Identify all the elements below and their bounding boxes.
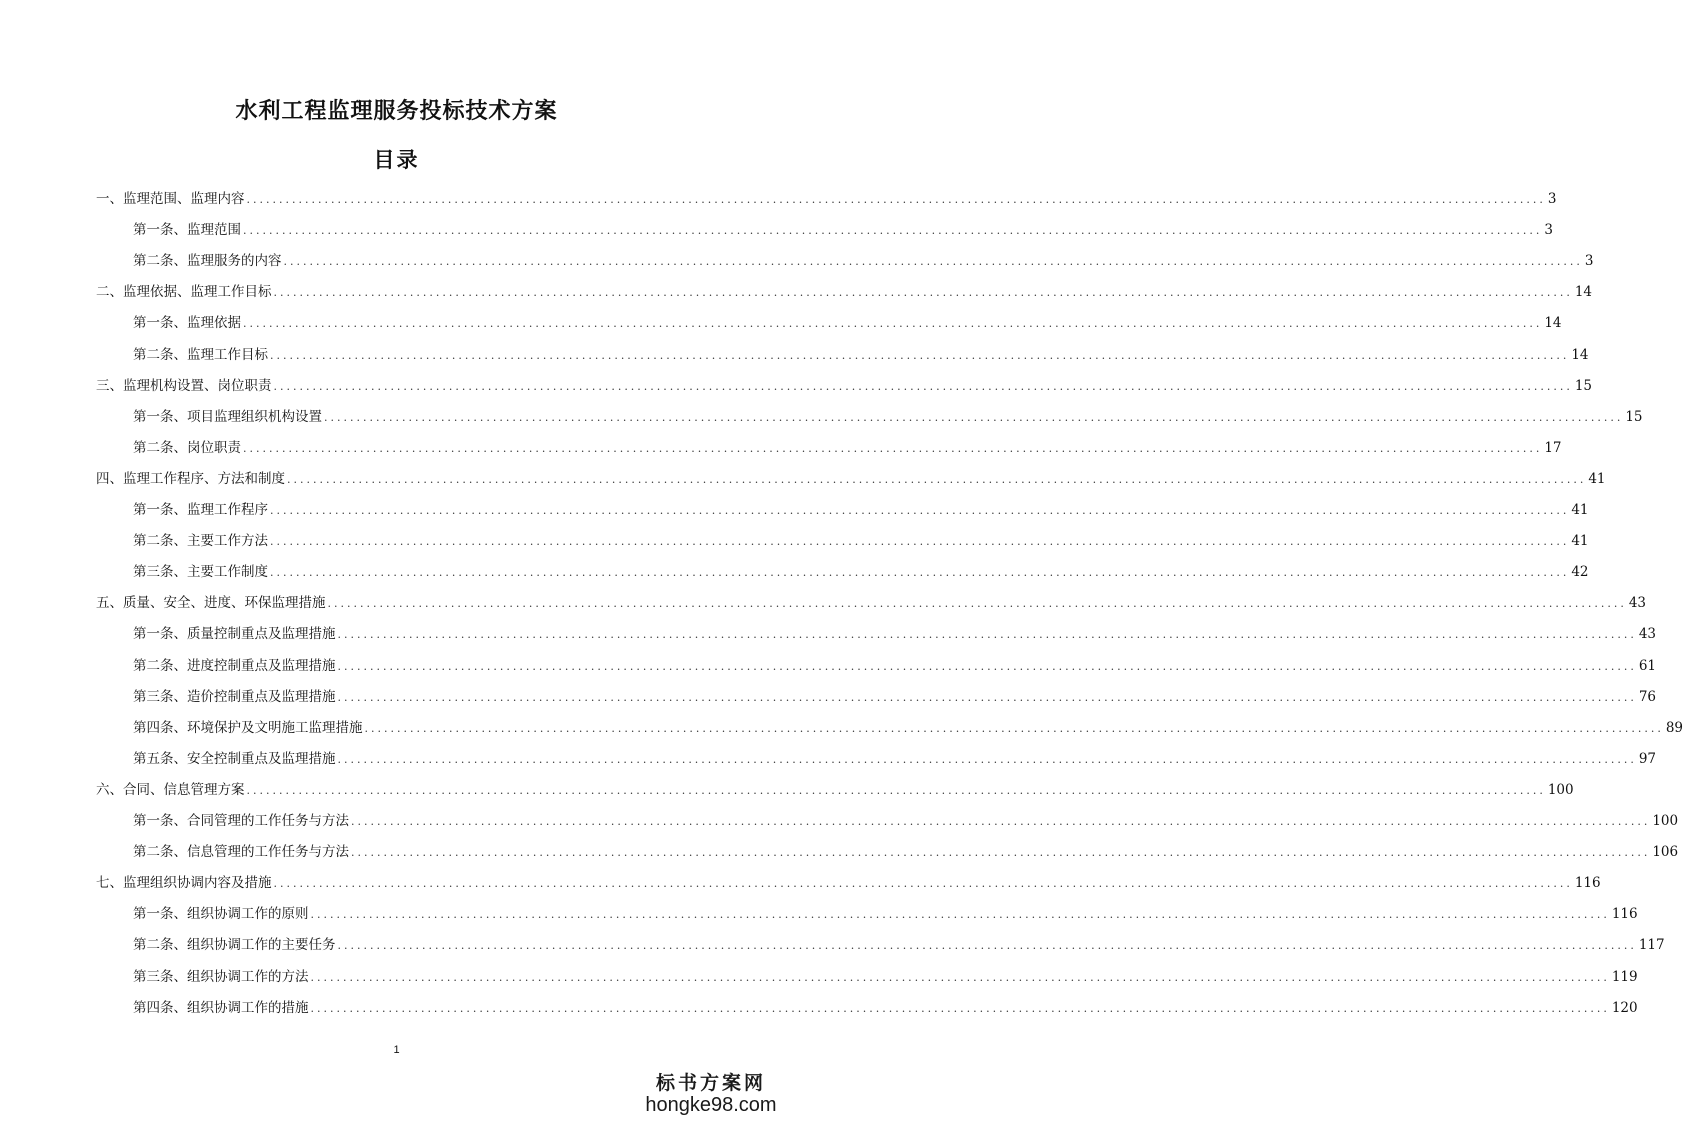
toc-entry-label: 四、监理工作程序、方法和制度 — [96, 470, 285, 487]
watermark-site: hongke98.com — [645, 1094, 777, 1116]
toc-entry-label: 第五条、安全控制重点及监理措施 — [133, 750, 336, 767]
toc-entry-label: 第一条、监理范围 — [133, 222, 241, 239]
toc-entry-page: 14 — [1574, 284, 1593, 301]
toc-entry-label: 第三条、组织协调工作的方法 — [133, 968, 309, 985]
toc-entry-label: 第一条、合同管理的工作任务与方法 — [133, 813, 349, 829]
toc-entry-label: 一、监理范围、监理内容 — [96, 191, 245, 207]
toc-dot-leader: ........................................................................................................................................................................................................ — [246, 193, 1546, 206]
toc-entry-label: 第二条、监理服务的内容 — [133, 253, 282, 270]
watermark-logo — [641, 1068, 781, 1117]
toc-dot-leader: ........................................................................................................................................................................................................ — [243, 224, 1543, 238]
toc-entry-label: 第四条、环境保护及文明施工监理措施 — [133, 719, 363, 736]
toc-entry-page: 3 — [1544, 222, 1553, 239]
toc-entry[interactable] — [133, 438, 1562, 458]
toc-entry-label: 六、合同、信息管理方案 — [96, 781, 245, 798]
toc-dot-leader: ........................................................................................................................................................................................................ — [283, 255, 1583, 269]
toc-entry[interactable] — [96, 189, 1557, 209]
toc-entry-page: 41 — [1571, 502, 1589, 518]
toc-entry-label: 五、质量、安全、进度、环保监理措施 — [96, 595, 326, 612]
toc-entry-page: 14 — [1544, 315, 1562, 332]
toc-entry[interactable] — [133, 811, 1679, 831]
toc-entry-label: 第一条、监理依据 — [133, 315, 241, 332]
toc-entry-label: 第三条、造价控制重点及监理措施 — [133, 688, 336, 705]
toc-dot-leader: ........................................................................................................................................................................................................ — [273, 877, 1573, 891]
toc-entry-page: 76 — [1638, 688, 1657, 705]
toc-entry[interactable] — [133, 656, 1657, 676]
toc-entry[interactable] — [96, 593, 1647, 613]
toc-heading: 目录 — [373, 147, 420, 172]
toc-entry-page: 120 — [1611, 999, 1638, 1016]
toc-entry-label: 第二条、组织协调工作的主要任务 — [133, 937, 336, 954]
toc-entry[interactable] — [133, 562, 1589, 582]
toc-dot-leader: ........................................................................................................................................................................................................ — [287, 472, 1587, 486]
toc-entry[interactable] — [133, 251, 1594, 271]
toc-entry-page: 42 — [1571, 564, 1589, 581]
toc-entry-label: 第三条、主要工作制度 — [133, 564, 268, 581]
toc-dot-leader: ........................................................................................................................................................................................................ — [337, 690, 1637, 704]
toc-entry[interactable] — [133, 842, 1679, 862]
toc-entry-page: 116 — [1574, 875, 1601, 892]
toc-entry[interactable] — [133, 998, 1638, 1018]
toc-entry-page: 17 — [1544, 439, 1562, 456]
toc-entry-page: 61 — [1638, 657, 1657, 674]
toc-dot-leader: ........................................................................................................................................................................................................ — [337, 752, 1637, 766]
toc-entry-label: 第一条、监理工作程序 — [133, 502, 268, 518]
toc-entry[interactable] — [133, 935, 1665, 955]
toc-entry-page: 41 — [1588, 470, 1606, 487]
toc-entry-page: 100 — [1547, 781, 1574, 798]
watermark-name: 标书方案网 — [655, 1072, 766, 1094]
toc-entry[interactable] — [133, 345, 1589, 365]
toc-dot-leader: ........................................................................................................................................................................................................ — [310, 970, 1610, 984]
toc-dot-leader: ........................................................................................................................................................................................................ — [351, 815, 1651, 828]
toc-entry-page: 116 — [1611, 906, 1638, 923]
toc-dot-leader: ........................................................................................................................................................................................................ — [273, 286, 1573, 300]
toc-dot-leader: ........................................................................................................................................................................................................ — [270, 348, 1570, 362]
toc-entry[interactable] — [133, 749, 1657, 769]
toc-entry-label: 七、监理组织协调内容及措施 — [96, 875, 272, 892]
document-title: 水利工程监理服务投标技术方案 — [235, 98, 558, 124]
toc-entry-label: 第二条、主要工作方法 — [133, 533, 268, 550]
toc-entry-label: 第一条、质量控制重点及监理措施 — [133, 626, 336, 643]
toc-dot-leader: ........................................................................................................................................................................................................ — [243, 317, 1543, 331]
toc-dot-leader: ........................................................................................................................................................................................................ — [270, 504, 1570, 517]
toc-entry-page: 3 — [1547, 191, 1557, 207]
toc-entry-label: 三、监理机构设置、岗位职责 — [96, 377, 272, 394]
toc-entry-page: 15 — [1574, 377, 1593, 394]
page-number: 1 — [393, 1044, 400, 1056]
toc-dot-leader: ........................................................................................................................................................................................................ — [324, 410, 1624, 424]
toc-entry-page: 41 — [1571, 533, 1589, 550]
toc-entry[interactable] — [133, 624, 1657, 644]
toc-dot-leader: ........................................................................................................................................................................................................ — [337, 939, 1637, 953]
toc-dot-leader: ........................................................................................................................................................................................................ — [243, 441, 1543, 455]
toc-dot-leader: ........................................................................................................................................................................................................ — [246, 783, 1546, 797]
toc-entry[interactable] — [96, 873, 1601, 893]
toc-entry[interactable] — [96, 469, 1606, 489]
toc-dot-leader: ........................................................................................................................................................................................................ — [310, 1001, 1610, 1015]
toc-entry[interactable] — [133, 904, 1638, 924]
toc-entry-page: 14 — [1571, 346, 1589, 363]
toc-dot-leader: ........................................................................................................................................................................................................ — [270, 535, 1570, 549]
toc-entry[interactable] — [133, 687, 1657, 707]
toc-entry[interactable] — [133, 407, 1643, 427]
toc-entry[interactable] — [133, 531, 1589, 551]
toc-entry-label: 第二条、岗位职责 — [133, 439, 241, 456]
toc-entry-label: 第二条、监理工作目标 — [133, 346, 268, 363]
toc-entry-page: 117 — [1638, 937, 1665, 954]
toc-entry-page: 43 — [1628, 595, 1647, 612]
toc-entry-label: 第一条、组织协调工作的原则 — [133, 906, 309, 923]
toc-dot-leader: ........................................................................................................................................................................................................ — [270, 566, 1570, 580]
toc-entry[interactable] — [133, 967, 1638, 987]
toc-entry[interactable] — [133, 718, 1683, 738]
toc-dot-leader: ........................................................................................................................................................................................................ — [273, 379, 1573, 393]
toc-entry-page: 89 — [1665, 719, 1683, 736]
toc-entry-page: 43 — [1638, 626, 1657, 643]
toc-entry[interactable] — [133, 220, 1553, 240]
toc-dot-leader: ........................................................................................................................................................................................................ — [337, 628, 1637, 642]
toc-entry-page: 119 — [1611, 968, 1638, 985]
toc-dot-leader: ........................................................................................................................................................................................................ — [364, 721, 1664, 735]
toc-entry[interactable] — [96, 282, 1593, 302]
toc-entry-page: 97 — [1638, 750, 1657, 767]
toc-entry-page: 100 — [1652, 813, 1679, 829]
toc-entry-label: 第二条、进度控制重点及监理措施 — [133, 657, 336, 674]
toc-entry-page: 106 — [1652, 844, 1679, 861]
toc-dot-leader: ........................................................................................................................................................................................................ — [310, 908, 1610, 922]
toc-entry-label: 第四条、组织协调工作的措施 — [133, 999, 309, 1016]
toc-entry-label: 第一条、项目监理组织机构设置 — [133, 408, 322, 425]
toc-entry[interactable] — [133, 500, 1589, 520]
toc-dot-leader: ........................................................................................................................................................................................................ — [351, 846, 1651, 860]
toc-entry-label: 二、监理依据、监理工作目标 — [96, 284, 272, 301]
toc-dot-leader: ........................................................................................................................................................................................................ — [327, 597, 1627, 611]
toc-entry[interactable] — [96, 376, 1593, 396]
toc-entry-page: 15 — [1625, 408, 1643, 425]
toc-dot-leader: ........................................................................................................................................................................................................ — [337, 659, 1637, 673]
toc-entry-page: 3 — [1584, 253, 1594, 270]
toc-entry-label: 第二条、信息管理的工作任务与方法 — [133, 844, 349, 861]
toc-entry[interactable] — [96, 780, 1574, 800]
toc-entry[interactable] — [133, 313, 1562, 333]
